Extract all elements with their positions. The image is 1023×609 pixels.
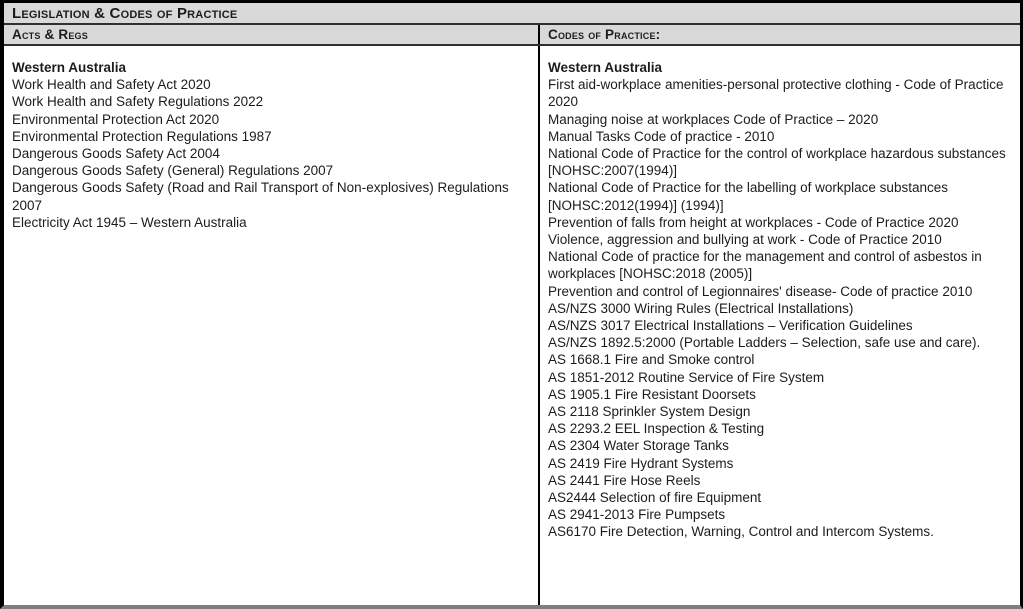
list-item: AS 2441 Fire Hose Reels bbox=[548, 472, 701, 488]
list-item: Electricity Act 1945 – Western Australia bbox=[12, 214, 247, 230]
acts-regs-list bbox=[12, 76, 529, 231]
list-item: AS 1668.1 Fire and Smoke control bbox=[548, 352, 755, 368]
list-item: First aid-workplace amenities-personal protective clothing - Code of Practice 2020 bbox=[548, 77, 1004, 110]
list-item: AS 2118 Sprinkler System Design bbox=[548, 404, 751, 420]
list-item: Dangerous Goods Safety Act 2004 bbox=[12, 146, 220, 162]
list-item: National Code of practice for the management and control of asbestos in workplaces [NOHSC:2018 (2005)] bbox=[548, 249, 982, 282]
list-item: Managing noise at workplaces Code of Practice – 2020 bbox=[548, 111, 879, 127]
list-item: Prevention and control of Legionnaires' disease- Code of practice 2010 bbox=[548, 283, 973, 299]
codes-of-practice-list bbox=[548, 76, 1011, 540]
list-item: National Code of Practice for the labelling of workplace substances [NOHSC:2012(1994)] (1994)] bbox=[548, 180, 948, 213]
list-item: Work Health and Safety Act 2020 bbox=[12, 77, 211, 93]
list-item: AS 1905.1 Fire Resistant Doorsets bbox=[548, 386, 756, 402]
column-header-acts-regs: Acts & Regs bbox=[4, 25, 540, 44]
list-item: Manual Tasks Code of practice - 2010 bbox=[548, 128, 775, 144]
list-item: AS6170 Fire Detection, Warning, Control and Intercom Systems. bbox=[548, 524, 934, 540]
list-item: Prevention of falls from height at workplaces - Code of Practice 2020 bbox=[548, 214, 959, 230]
list-item: AS 2304 Water Storage Tanks bbox=[548, 438, 729, 454]
list-item: AS2444 Selection of fire Equipment bbox=[548, 490, 762, 506]
acts-regs-cell bbox=[4, 46, 540, 605]
list-item: AS 1851-2012 Routine Service of Fire System bbox=[548, 369, 825, 385]
list-item: Dangerous Goods Safety (Road and Rail Transport of Non-explosives) Regulations 2007 bbox=[12, 180, 509, 213]
list-item: National Code of Practice for the control of workplace hazardous substances [NOHSC:2007(1994)] bbox=[548, 146, 1006, 179]
list-item: Work Health and Safety Regulations 2022 bbox=[12, 94, 264, 110]
list-item: AS 2293.2 EEL Inspection & Testing bbox=[548, 421, 765, 437]
table-body-row bbox=[4, 46, 1020, 605]
list-item: AS 2419 Fire Hydrant Systems bbox=[548, 455, 734, 471]
list-item: Dangerous Goods Safety (General) Regulations 2007 bbox=[12, 163, 334, 179]
column-header-codes-of-practice: Codes of Practice: bbox=[548, 27, 661, 42]
acts-regs-jurisdiction-heading: Western Australia bbox=[12, 60, 127, 75]
list-item: AS/NZS 3000 Wiring Rules (Electrical Installations) bbox=[548, 300, 854, 316]
codes-of-practice-cell bbox=[540, 46, 1020, 605]
list-item: Violence, aggression and bullying at work - Code of Practice 2010 bbox=[548, 232, 942, 248]
list-item: AS/NZS 1892.5:2000 (Portable Ladders – Selection, safe use and care). bbox=[548, 335, 981, 351]
list-item: Environmental Protection Regulations 1987 bbox=[12, 128, 272, 144]
table-title: Legislation & Codes of Practice bbox=[4, 3, 1020, 25]
codes-jurisdiction-heading: Western Australia bbox=[548, 60, 663, 75]
list-item: AS/NZS 3017 Electrical Installations – Verification Guidelines bbox=[548, 318, 913, 334]
list-item: Environmental Protection Act 2020 bbox=[12, 111, 220, 127]
list-item: AS 2941-2013 Fire Pumpsets bbox=[548, 507, 726, 523]
column-header-row bbox=[4, 25, 1020, 46]
